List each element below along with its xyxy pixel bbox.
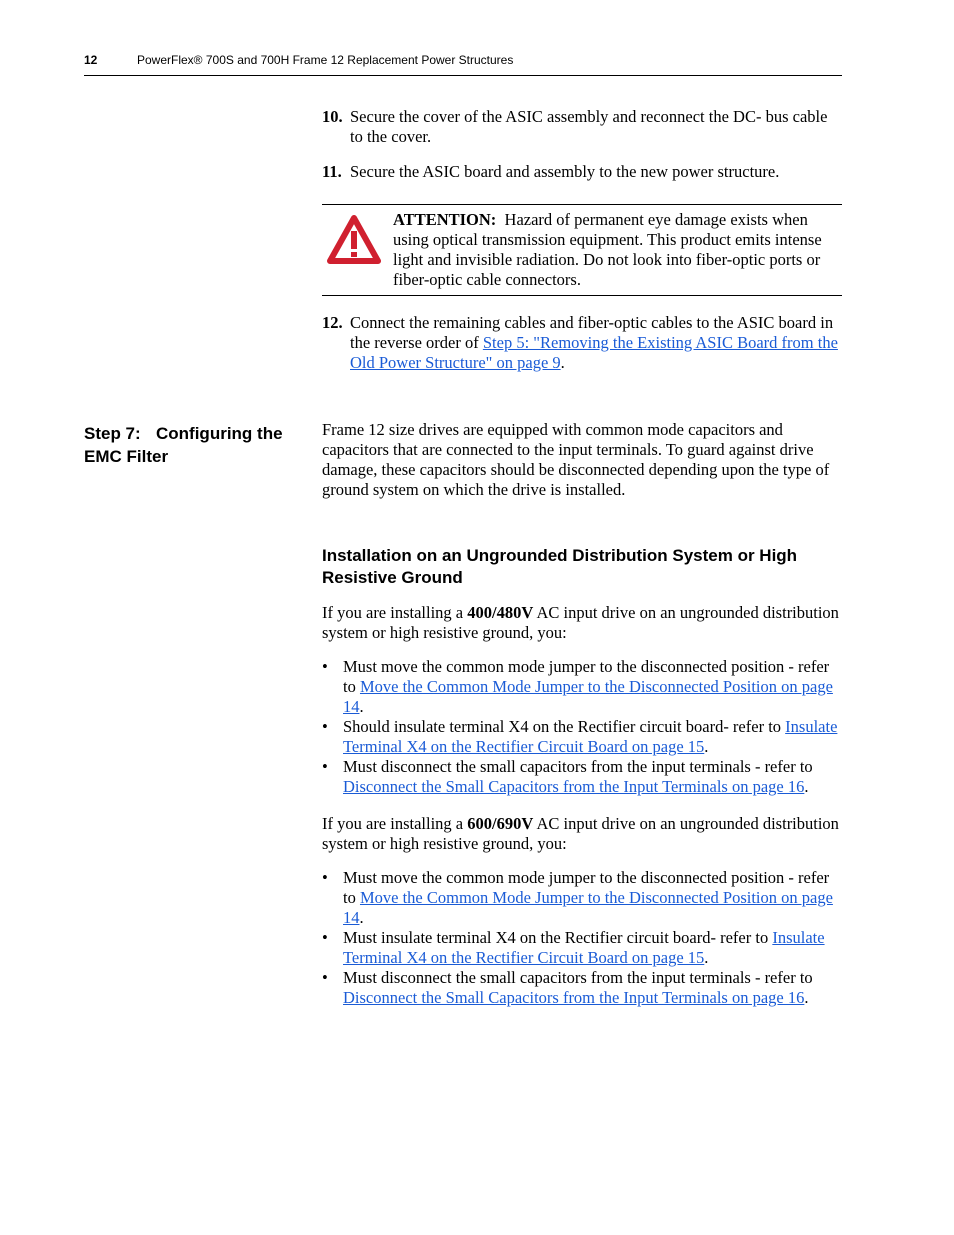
list-item <box>322 757 842 797</box>
group2-lead <box>322 814 842 854</box>
bullet-text: Should insulate terminal X4 on the Rectifier circuit board- refer to <box>343 717 786 736</box>
insulate-terminal-x4-link[interactable]: Insulate Terminal X4 on the Rectifier Circuit Board on page 15 <box>343 717 838 756</box>
bullet: • <box>322 868 328 887</box>
disconnect-small-capacitors-link[interactable]: Disconnect the Small Capacitors from the Input Terminals on page 16 <box>343 777 805 796</box>
group1-bullets <box>322 657 842 797</box>
bullet: • <box>322 757 328 776</box>
warning-triangle-icon <box>327 215 381 265</box>
step-number: 11. <box>322 162 342 181</box>
section-label: Step 7: <box>84 424 141 443</box>
attention-message: Hazard of permanent eye damage exists when using optical transmission equipment. This product emits intense light and invisible radiation. Do not look into fiber-optic ports or fiber-optic cable connectors. <box>393 210 822 289</box>
step-number: 10. <box>322 107 343 126</box>
lead-text: If you are installing a <box>322 814 468 833</box>
bullet-end: . <box>804 777 809 796</box>
subsection-heading: Installation on an Ungrounded Distribution System or High Resistive Ground <box>322 546 798 587</box>
list-item <box>322 717 842 757</box>
section-heading <box>84 422 304 468</box>
page-number: 12 <box>84 53 98 67</box>
attention-box <box>322 204 842 296</box>
section-title: Configuring the EMC Filter <box>84 424 283 466</box>
common-mode-jumper-link[interactable]: Move the Common Mode Jumper to the Disconnected Position on page 14 <box>343 677 833 716</box>
bullet: • <box>322 657 328 676</box>
header-rule <box>84 75 842 76</box>
step-text: Secure the cover of the ASIC assembly and reconnect the DC- bus cable to the cover. <box>350 107 828 146</box>
bullet: • <box>322 968 328 987</box>
common-mode-jumper-link[interactable]: Move the Common Mode Jumper to the Disconnected Position on page 14 <box>343 888 833 927</box>
insulate-terminal-x4-link[interactable]: Insulate Terminal X4 on the Rectifier Circuit Board on page 15 <box>343 928 825 967</box>
bullet: • <box>322 928 328 947</box>
section-intro: Frame 12 size drives are equipped with common mode capacitors and capacitors that are connected to the input terminals. To guard against drive damage, these capacitors should be disconnected depending upon the type of ground system on which the drive is installed. <box>322 420 830 499</box>
lead-text: If you are installing a <box>322 603 468 622</box>
bullet-end: . <box>359 697 364 716</box>
bullet-end: . <box>704 737 709 756</box>
step-5-link[interactable]: Step 5: "Removing the Existing ASIC Board from the Old Power Structure" on page 9 <box>350 333 838 372</box>
attention-label: ATTENTION: <box>393 210 497 229</box>
bullet-end: . <box>804 988 809 1007</box>
bullet-end: . <box>359 908 364 927</box>
bullet-text: Must move the common mode jumper to the disconnected position - refer to <box>343 657 830 696</box>
step-10 <box>322 107 842 147</box>
step-number: 12. <box>322 313 343 332</box>
list-item <box>322 657 842 717</box>
step-11 <box>322 162 842 182</box>
step-text: Secure the ASIC board and assembly to the new power structure. <box>350 162 780 181</box>
step-12 <box>322 313 842 373</box>
running-header-title: PowerFlex® 700S and 700H Frame 12 Replacement Power Structures <box>137 53 514 67</box>
step-text <box>350 313 842 373</box>
step-text-after: . <box>560 353 565 372</box>
bullet-text: Must insulate terminal X4 on the Rectifier circuit board- refer to <box>343 928 773 947</box>
bullet-end: . <box>704 948 709 967</box>
voltage-rating: 600/690V <box>467 814 534 833</box>
lead-text: AC input drive on an ungrounded distribution system or high resistive ground, you: <box>322 814 839 853</box>
voltage-rating: 400/480V <box>467 603 534 622</box>
bullet-text: Must move the common mode jumper to the disconnected position - refer to <box>343 868 830 907</box>
step-text-before: Connect the remaining cables and fiber-optic cables to the ASIC board in the reverse order of <box>350 313 834 352</box>
list-item <box>322 968 842 1008</box>
bullet-text: Must disconnect the small capacitors from the input terminals - refer to <box>343 757 813 776</box>
list-item <box>322 868 842 928</box>
bullet: • <box>322 717 328 736</box>
attention-text <box>393 210 839 290</box>
disconnect-small-capacitors-link[interactable]: Disconnect the Small Capacitors from the Input Terminals on page 16 <box>343 988 805 1007</box>
bullet-text: Must disconnect the small capacitors from the input terminals - refer to <box>343 968 813 987</box>
group1-lead <box>322 603 842 643</box>
group2-bullets <box>322 868 842 1008</box>
lead-text: AC input drive on an ungrounded distribution system or high resistive ground, you: <box>322 603 839 642</box>
list-item <box>322 928 842 968</box>
